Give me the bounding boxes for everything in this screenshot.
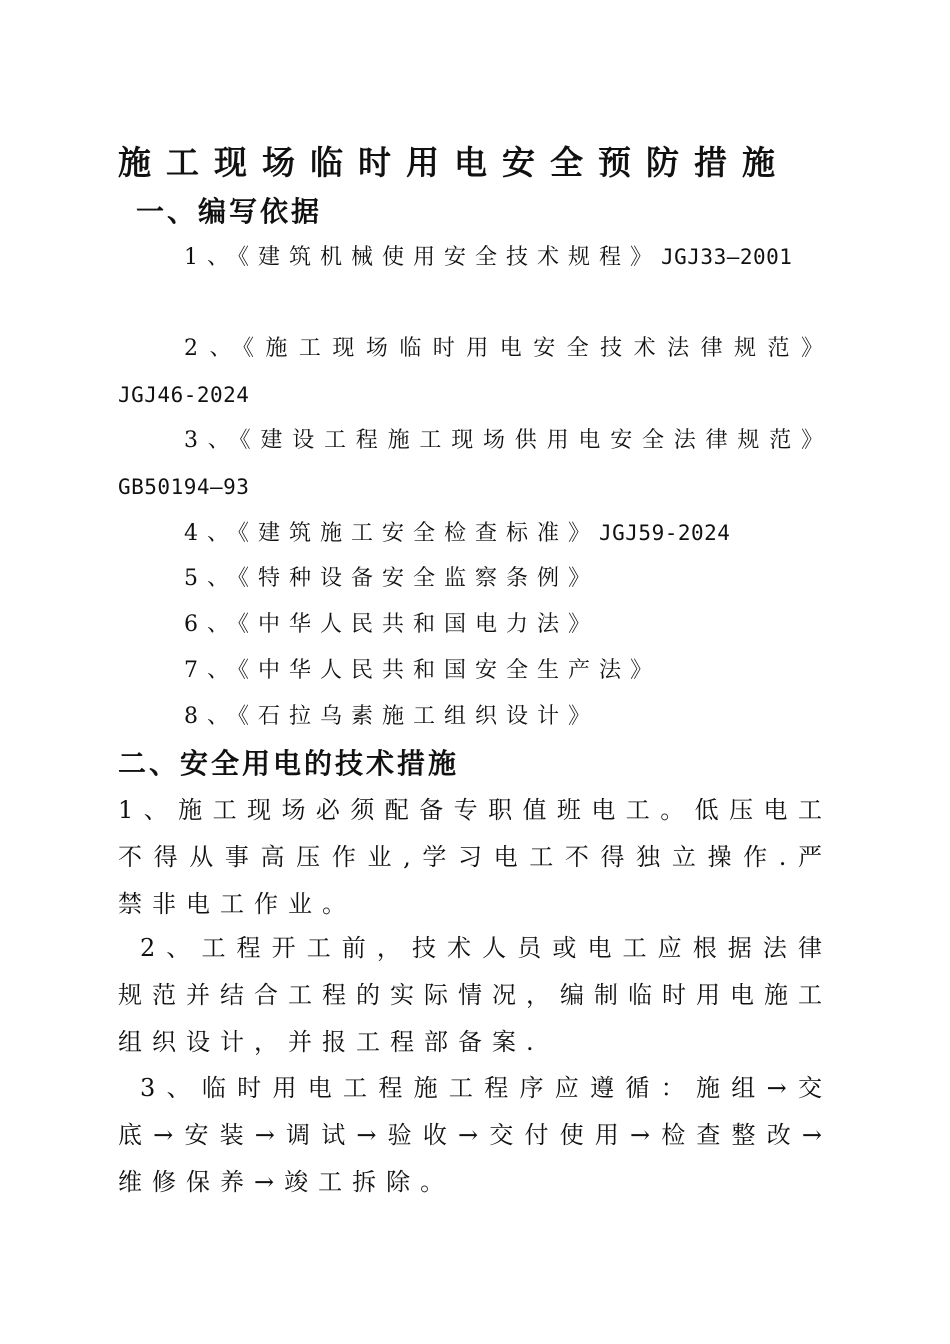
section-heading-basis: 一、编写依据 bbox=[136, 195, 323, 228]
section-heading-measures: 二、安全用电的技术措施 bbox=[118, 747, 460, 780]
reference-title: 4、《建筑施工安全检查标准》 bbox=[184, 521, 599, 546]
reference-title: 7、《中华人民共和国安全生产法》 bbox=[184, 658, 661, 683]
measure-paragraph: 2、工程开工前，技术人员或电工应根据法律规范并结合工程的实际情况，编制临时用电施工组织设计，并报工程部备案. bbox=[118, 934, 832, 1056]
reference-item bbox=[118, 234, 832, 281]
reference-code: GB50194—93 bbox=[118, 475, 250, 499]
reference-title: 3、《建设工程施工现场供用电安全法律规范》 bbox=[184, 428, 832, 453]
measure-paragraph: 3、临时用电工程施工程序应遵循：施组→交底→安装→调试→验收→交付使用→检查整改→维修保养→竣工拆除。 bbox=[118, 1074, 832, 1196]
reference-title: 8、《石拉乌素施工组织设计》 bbox=[184, 704, 599, 729]
reference-item bbox=[118, 510, 832, 557]
reference-item bbox=[118, 556, 832, 602]
reference-code: JGJ46-2024 bbox=[118, 383, 250, 407]
measure-paragraph: 1、施工现场必须配备专职值班电工。低压电工不得从事高压作业,学习电工不得独立操作.严禁非电工作业。 bbox=[118, 796, 832, 918]
reference-item bbox=[118, 602, 832, 648]
document-title: 施工现场临时用电安全预防措施 bbox=[118, 143, 790, 182]
reference-item bbox=[118, 418, 832, 511]
reference-code: JGJ59-2024 bbox=[599, 521, 731, 545]
reference-title: 5、《特种设备安全监察条例》 bbox=[184, 566, 599, 591]
reference-code: JGJ33—2001 bbox=[661, 245, 793, 269]
reference-item bbox=[118, 326, 832, 419]
reference-title: 2、《施工现场临时用电安全技术法律规范》 bbox=[184, 336, 832, 361]
reference-title: 1、《建筑机械使用安全技术规程》 bbox=[184, 245, 661, 270]
reference-item bbox=[118, 694, 832, 740]
reference-item bbox=[118, 648, 832, 694]
reference-title: 6、《中华人民共和国电力法》 bbox=[184, 612, 599, 637]
